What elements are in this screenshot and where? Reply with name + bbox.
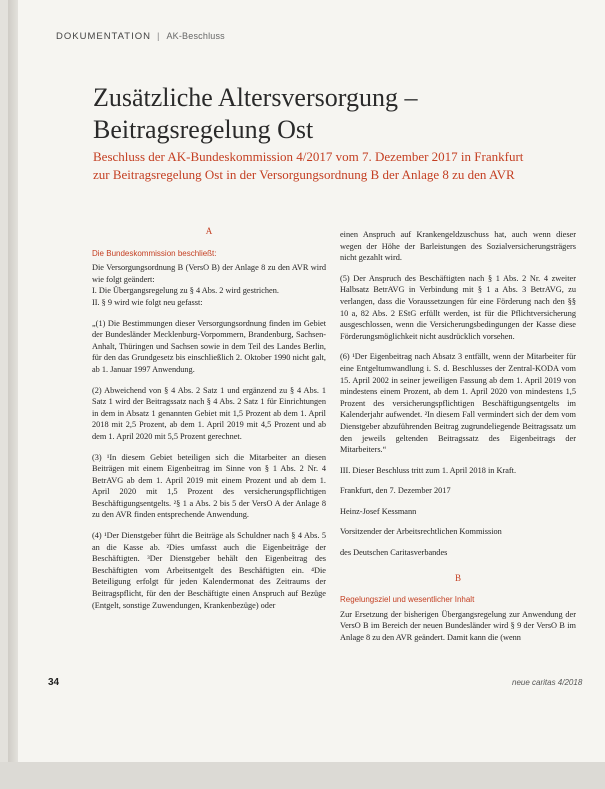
- paragraph-2: (2) Abweichend von § 4 Abs. 2 Satz 1 und ergänzend zu § 4 Abs. 1 Satz 1 wird der Beitragssatz nach § 4 Abs. 2 Satz 1 für Einrichtungen in dem in Absatz 1 genannten Gebiet mit 1,5 Prozent ab dem 1. April 2018 mit 2,5 Prozent, ab dem 1. April 2019 mit 4,5 Prozent und ab dem 1. April 2020 mit 5,5 Prozent gerechnet.: [92, 385, 326, 441]
- scan-bottom-margin: [0, 762, 605, 789]
- title-line-1: Zusätzliche Altersversorgung –: [93, 83, 418, 112]
- page-header: [56, 31, 225, 42]
- section-number-b: B: [454, 572, 461, 583]
- page-title: [93, 82, 553, 146]
- header-separator: |: [156, 31, 161, 42]
- subtitle-line-2: zur Beitragsregelung Ost in der Versorgungsordnung B der Anlage 8 zu den AVR: [93, 166, 515, 182]
- list-item-1: I. Die Übergangsregelung zu § 4 Abs. 2 wird gestrichen.: [92, 286, 279, 296]
- page-subtitle: [93, 148, 593, 183]
- paragraph-5: (5) Der Anspruch des Beschäftigten nach § 1 Abs. 2 Nr. 4 zweiter Halbsatz BetrAVG in Verbindung mit § 1 a Abs. 3 BetrAVG, zu verlangen, dass die Voraussetzungen für eine Förderung nach den §§ 10 a, 82 Abs. 2 EStG erfüllt werden, ist für die Pflichtversicherung ausgeschlossen, wenn die Versicherungsbedingungen der Kasse diese Förderungsmöglichkeit nicht ausdrücklich vorsehen.: [340, 273, 576, 341]
- section-number-a: A: [205, 226, 213, 236]
- page-number: 34: [48, 677, 60, 688]
- breadcrumb: AK-Beschluss: [166, 31, 225, 41]
- paragraph-effective-date: III. Dieser Beschluss tritt zum 1. April 2018 in Kraft.: [340, 465, 517, 475]
- list-item-2: II. § 9 wird wie folgt neu gefasst:: [92, 297, 203, 307]
- paragraph-continued: einen Anspruch auf Krankengeldzuschuss hat, auch wenn dieser wegen der Höhe der Barleistungen des Sozialversicherungsträgers nicht gezahlt wird.: [340, 230, 576, 263]
- subtitle-line-1: Beschluss der AK-Bundeskommission 4/2017 vom 7. Dezember 2017 in Frankfurt: [93, 149, 524, 164]
- paragraph-6: (6) ¹Der Eigenbeitrag nach Absatz 3 entfällt, wenn der Mitarbeiter für eine Entgeltumwandlung i. S. d. Beschlusses der Zentral-KODA vom 15. April 2002 in seiner jeweiligen Fassung ab dem 1. April 2019 von mindestens einem Prozent, ab dem 1. April 2020 von mindestens 1,5 Prozent des versicherungspflichtigen Beschäftigungsentgelts im Kalenderjahr aufwendet. ²In diesem Fall vermindert sich der dem vom Dienstgeber abzuführenden Beitrag zugrundeliegende Beitragssatz um den jeweils geltenden Beitragssatz des Eigenbeitrags der Mitarbeiters.“: [340, 352, 576, 455]
- paragraph-1: „(1) Die Bestimmungen dieser Versorgungsordnung finden im Gebiet der Bundesländer Mecklenburg-Vorpommern, Brandenburg, Sachsen-Anhalt, Thüringen und Sachsen sowie in dem Teil des Landes Berlin, für den das Grundgesetz bis einschließlich 2. Oktober 1990 nicht galt, ab 1. Januar 1997 Anwendung.: [92, 318, 326, 374]
- title-line-2: Beitragsregelung Ost: [93, 115, 314, 144]
- signature-name: Heinz-Josef Kessmann: [340, 506, 417, 516]
- publication-footer: neue caritas 4/2018: [512, 678, 583, 687]
- section-label: DOKUMENTATION: [56, 31, 151, 42]
- paragraph-7: Zur Ersetzung der bisherigen Übergangsregelung zur Anwendung der VersO B im Bereich der neuen Bundesländer wird § 9 der VersO B im Anlage 8 zu den AVR geändert. Damit kann die (wenn: [340, 609, 576, 643]
- section-heading-b: Regelungsziel und wesentlicher Inhalt: [340, 595, 475, 605]
- page-edge-shadow: [8, 0, 18, 789]
- left-column: [92, 226, 326, 620]
- paragraph-4: (4) ¹Der Dienstgeber führt die Beiträge als Schuldner nach § 4 Abs. 5 an die Kasse ab. ²Dies umfasst auch die Eigenbeiträge der Beschäftigten. ³Der Dienstgeber behält den Eigenbeitrag des Beschäftigten vom Arbeitsentgelt des Beschäftigten ein. ⁴Die Beteiligung erfolgt für jeden Kalendermonat des Zeitraums der Beitragspflicht, für den der Beschäftigte einen Anspruch auf Bezüge (Entgelt, sonstige Zuwendungen, Krankenbezüge) oder: [92, 531, 326, 610]
- signature-role-2: des Deutschen Caritasverbandes: [340, 548, 448, 558]
- document-page: [8, 0, 605, 789]
- intro-text: Die Versorgungsordnung B (VersO B) der Anlage 8 zu den AVR wird wie folgt geändert:: [92, 263, 326, 284]
- paragraph-3: (3) ¹In diesem Gebiet beteiligen sich die Mitarbeiter an diesen Beiträgen mit einem Eigenbeitrag im Sinne von § 1 Abs. 2 Nr. 4 BetrAVG ab dem 1. April 2019 mit einem Prozent und ab dem 1. April 2020 mit 1,5 Prozent des versicherungspflichtigen Beschäftigungsentgelts. ²§ 1 a Abs. 2 bis 5 der VersO A der Anlage 8 zu den AVR finden entsprechende Anwendung.: [92, 452, 326, 520]
- section-heading: Die Bundeskommission beschließt:: [92, 248, 217, 258]
- signature-place-date: Frankfurt, den 7. Dezember 2017: [340, 486, 451, 496]
- right-column: [340, 229, 576, 653]
- signature-role-1: Vorsitzender der Arbeitsrechtlichen Kommission: [340, 527, 502, 537]
